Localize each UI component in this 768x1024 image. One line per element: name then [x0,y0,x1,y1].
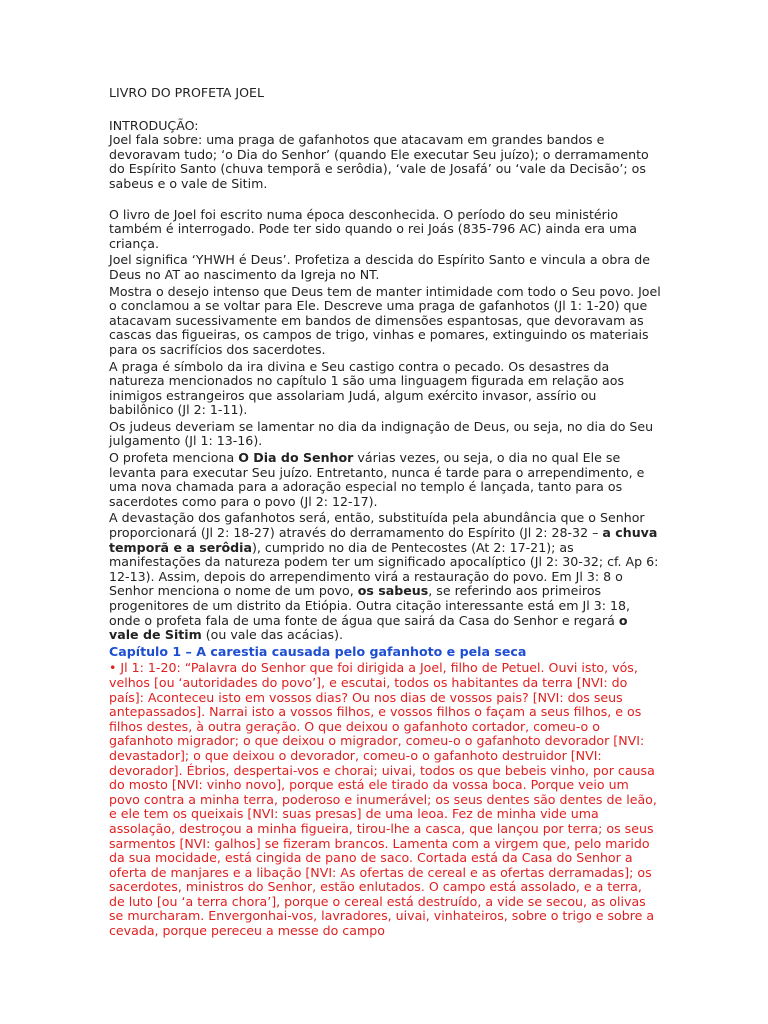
paragraph-intimacy: Mostra o desejo intenso que Deus tem de manter intimidade com todo o Seu povo. Joel o conclamou a se voltar para Ele. Descreve uma praga de gafanhotos (Jl 1: 1-20) que atacavam sucessivamente em bandos de dimensões espantosas, que devoravam as cascas das figueiras, os campos de trigo, vinhas e pomares, extinguindo os materiais para os sacrifícios dos sacerdotes. [109,283,661,357]
bold-run: a chuva temporã e a serôdia [109,525,658,555]
text-run: O profeta menciona [109,450,239,466]
paragraph-date: O livro de Joel foi escrito numa época desconhecida. O período do seu ministério também é interrogado. Pode ter sido quando o rei Joás (835-796 AC) ainda era uma criança. [109,206,637,251]
text-run: ), cumprido no dia de Pentecostes (At 2: 17-21); as manifestações da natureza podem ter um significado apocalíptico (Jl 2: 30-32; cf. Ap 6: 12-13). Assim, depois do arrependimento virá a restauração do povo. Em Jl 3: 8 o Senhor menciona o nome de um povo, [109,539,659,599]
text-run: , se referindo aos primeiros progenitores de um distrito da Etiópia. Outra citação interessante está em Jl 3: 18, onde o profeta fala de uma fonte de água que sairá da Casa do Senhor e regará [109,583,630,628]
bold-run: os sabeus [357,583,429,599]
document-page [109,84,661,939]
intro-heading: INTRODUÇÃO: [109,117,199,133]
chapter-heading: Capítulo 1 – A carestia causada pelo gafanhoto e pela seca [109,643,527,659]
paragraph-lament: Os judeus deveriam se lamentar no dia da indignação de Deus, ou seja, no dia do Seu julgamento (Jl 1: 13-16). [109,418,654,449]
bold-run: O Dia do Senhor [238,450,354,466]
scripture-text: • Jl 1: 1-20: “Palavra do Senhor que foi dirigida a Joel, filho de Petuel. Ouvi isto, vós, velhos [ou ‘autoridades do povo’], e escutai, todos os habitantes da terra [NVI: do país]: Aconteceu isto em vossos dias? Ou nos dias de vossos pais? [NVI: dos seus antepassados]. Narrai isto a vossos filhos, e vossos filhos o façam a seus filhos, e os filhos destes, à outra geração. O que deixou o gafanhoto cortador, comeu-o o gafanhoto migrador; o que deixou o migrador, comeu-o o gafanhoto devorador [NVI: devastador]; o que deixou o devorador, comeu-o o gafanhoto destruidor [NVI: devorador]. Ébrios, despertai-vos e chorai; uivai, todos os que bebeis vinho, por causa do mosto [NVI: vinho novo], porque está ele tirado da vossa boca. Porque veio um povo contra a minha terra, poderoso e inumerável; os seus dentes são dentes de leão, e ele tem os queixais [NVI: suas presas] de uma leoa. Fez de minha vide uma assolação, destroçou a minha figueira, tirou-lhe a casca, que lançou por terra; os seus sarmentos [NVI: galhos] se fizeram brancos. Lamenta com a virgem que, pelo marido da sua mocidade, está cingida de pano de saco. Cortada está da Casa do Senhor a oferta de manjares e a libação [NVI: As ofertas de cereal e as ofertas derramadas]; os sacerdotes, ministros do Senhor, estão enlutados. O campo está assolado, e a terra, de luto [ou ‘a terra chora’], porque o cereal está destruído, a vide se secou, as olivas se murcharam. Envergonhai-vos, lavradores, uivai, vinhateiros, sobre o trigo e sobre a cevada, porque pereceu a messe do campo [109,660,657,939]
intro-text: Joel fala sobre: uma praga de gafanhotos que atacavam em grandes bandos e devoravam tudo; ‘o Dia do Senhor’ (quando Ele executar Seu juízo); o derramamento do Espírito Santo (chuva temporã e serôdia), ‘vale de Josafá’ ou ‘vale da Decisão’; os sabeus e o vale de Sitim. [109,132,649,191]
paragraph-meaning: Joel significa ‘YHWH é Deus’. Profetiza a descida do Espírito Santo e vincula a obra de Deus no AT ao nascimento da Igreja no NT. [109,252,650,282]
bold-run: o vale de Sitim [109,612,628,643]
paragraph-restoration [109,511,661,642]
text-run: A devastação dos gafanhotos será, então, substituída pela abundância que o Senhor proporcionará (Jl 2: 18-27) através do derramamento do Espírito (Jl 2: 28-32 – [109,510,645,541]
text-run: (ou vale das acácias). [201,627,344,643]
book-title: LIVRO DO PROFETA JOEL [109,85,265,100]
paragraph-plague: A praga é símbolo da ira divina e Seu castigo contra o pecado. Os desastres da natureza mencionados no capítulo 1 são uma linguagem figurada em relação aos inimigos estrangeiros que assolariam Judá, algum exército invasor, assírio ou babilônico (Jl 2: 1-11). [109,358,625,418]
text-run: várias vezes, ou seja, o dia no qual Ele se levanta para executar Seu juízo. Entretanto, nunca é tarde para o arrependimento, e uma nova chamada para a adoração especial no templo é lançada, tanto para os sacerdotes como para o povo (Jl 2: 12-17). [109,450,645,509]
paragraph-day-of-lord [109,451,661,509]
